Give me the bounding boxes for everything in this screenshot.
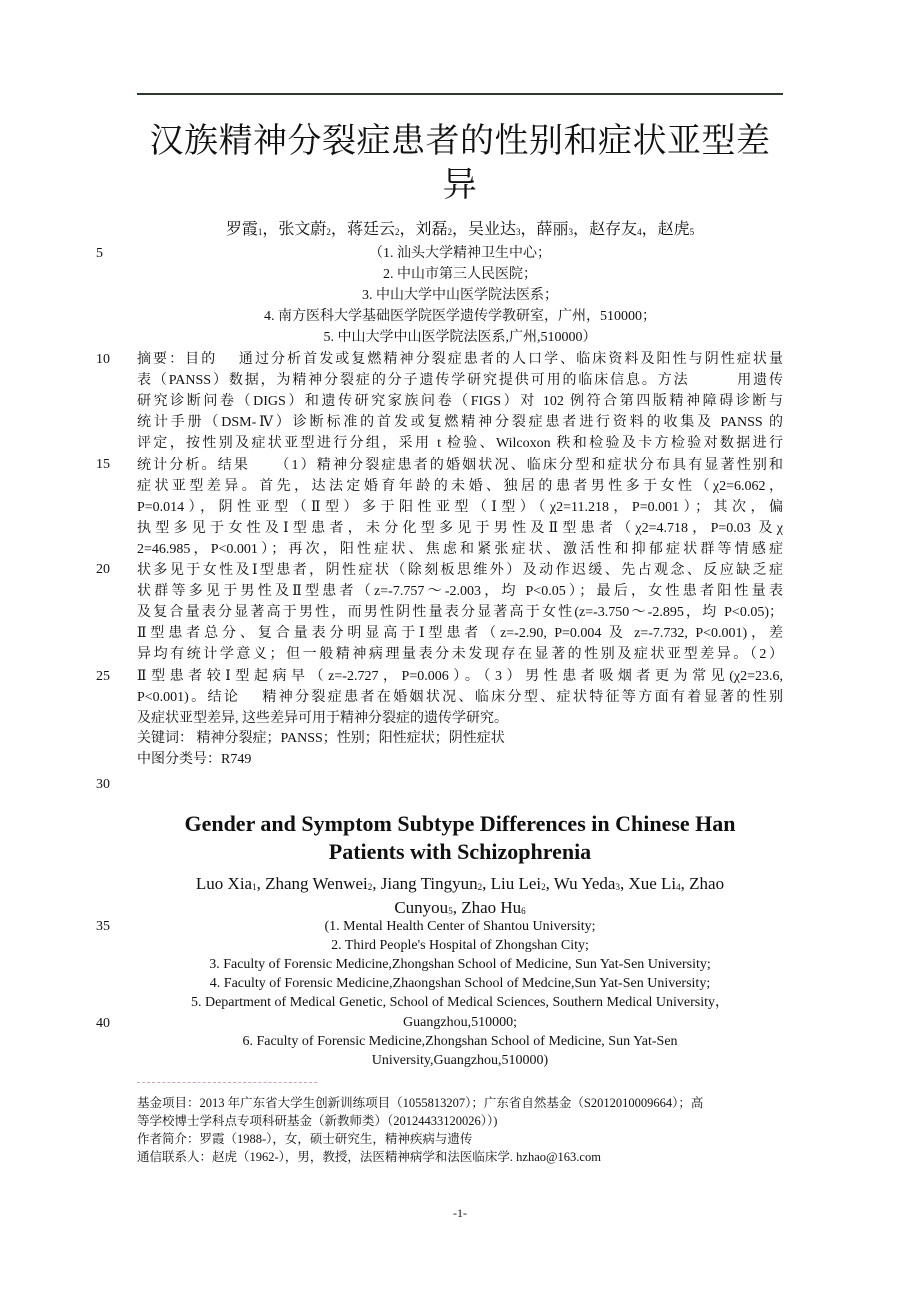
abstract-line: 异均有统计学意义；但一般精神病理量表分未发现存在显著的性别及症状亚型差异。（2） — [137, 647, 783, 662]
footnote-correspondence: 通信联系人：赵虎（1962-），男，教授，法医精神病学和法医临床学. hzhao@163.com — [137, 1150, 601, 1164]
author-en: , Zhao — [680, 874, 725, 893]
author-cn: 罗霞$_1$ — [225, 221, 263, 238]
footnote-funding-cont: 等学校博士学科点专项科研基金（新教师类）（20124433120026））) — [137, 1114, 498, 1128]
title-english-line-1: Gender and Symptom Subtype Differences in Chinese Han — [184, 811, 736, 836]
line-number: 30 — [96, 777, 110, 792]
affiliation-en: 5. Department of Medical Genetic, School of Medical Sciences, Southern Medical University， — [190, 995, 730, 1010]
affiliation-en: (1. Mental Health Center of Shantou University; — [324, 919, 596, 934]
authors-english-line-1 — [137, 872, 783, 899]
footnote-funding: 基金项目：2013 年广东省大学生创新训练项目（1055813207）；广东省自然基金（S2012010009664）；高 — [137, 1096, 704, 1110]
abstract-line: 评定，按性别及症状亚型进行分组，采用 t 检验、Wilcoxon 秩和检验及卡方检验对数据进行 — [137, 436, 783, 451]
abstract-line: 摘要：目的 通过分析首发或复燃精神分裂症患者的人口学、临床资料及阳性与阴性症状量 — [137, 352, 783, 367]
affiliation-en: 2. Third People's Hospital of Zhongshan City; — [331, 938, 589, 953]
affiliation-en: 3. Faculty of Forensic Medicine,Zhongshan School of Medicine, Sun Yat-Sen University; — [209, 957, 711, 972]
keywords: 关键词： 精神分裂症；PANSS；性别；阳性症状；阴性症状 — [137, 731, 505, 746]
abstract-line: 状多见于女性及Ⅰ型患者，阴性症状（除刻板思维外）及动作迟缓、先占观念、反应缺乏症 — [137, 563, 783, 578]
abstract-line: P=0.014），阴性亚型（Ⅱ型）多于阳性亚型（Ⅰ型）（χ2=11.218，P=0.001）；其次，偏 — [137, 500, 783, 515]
abstract-line: 症状亚型差异。首先，达法定婚育年龄的未婚、独居的患者男性多于女性（χ2=6.062， — [137, 479, 783, 494]
affiliation-cn: 3. 中山大学中山医学院法医系； — [362, 288, 558, 303]
author-cn: 张文蔚$_2$ — [278, 221, 331, 238]
title-chinese — [137, 120, 783, 208]
abstract-line: Ⅱ型患者总分、复合量表分明显高于Ⅰ型患者（z=-2.90, P=0.004 及 z=-7.732, P<0.001)，差 — [137, 626, 783, 641]
line-number: 25 — [96, 669, 110, 684]
line-number: 5 — [96, 246, 103, 261]
title-chinese-line-1: 汉族精神分裂症患者的性别和症状亚型差 — [149, 123, 771, 160]
header-rule — [137, 93, 783, 95]
affiliation-en: 6. Faculty of Forensic Medicine,Zhongshan School of Medicine, Sun Yat-Sen — [242, 1034, 678, 1049]
author-en: , Zhao $Hu_6$ — [452, 898, 526, 917]
author-en: , Zhang Wenwei$_2$ — [256, 874, 373, 893]
abstract-line: 2=46.985，P<0.001）；再次，阳性症状、焦虑和紧张症状、激活性和抑郁症状群等情感症 — [137, 542, 783, 557]
author-cn: 蒋廷云$_2$ — [346, 221, 400, 238]
line-number: 15 — [96, 457, 110, 472]
author-cn: 赵虎$_5$ — [657, 221, 695, 238]
abstract-line: 研究诊断问卷（DIGS）和遗传研究家族问卷（FIGS）对 102 例符合第四版精神障碍诊断与 — [137, 394, 783, 409]
author-cn: 薛丽$_3$ — [536, 221, 574, 238]
footnote-author-bio: 作者简介：罗霞（1988-），女，硕士研究生，精神疾病与遗传 — [137, 1132, 473, 1146]
author-cn: 赵存友$_4$ — [589, 221, 642, 238]
abstract-line: 及症状亚型差异, 这些差异可用于精神分裂症的遗传学研究。 — [137, 711, 508, 726]
line-number: 35 — [96, 919, 110, 934]
line-number: 40 — [96, 1016, 110, 1031]
abstract-line: 统计分析。结果 （1）精神分裂症患者的婚姻状况、临床分型和症状分布具有显著性别和 — [137, 458, 783, 473]
affiliation-en: University,Guangzhou,510000) — [371, 1053, 549, 1068]
affiliation-cn: （1. 汕头大学精神卫生中心； — [369, 246, 551, 261]
abstract-line: 执型多见于女性及Ⅰ型患者，未分化型多见于男性及Ⅱ型患者（χ2=4.718，P=0.03 及χ — [137, 521, 783, 536]
abstract-line: 状群等多见于男性及Ⅱ型患者（z=-7.757～-2.003，均 P<0.05）；最后，女性患者阳性量表 — [137, 584, 783, 599]
title-english — [137, 810, 783, 866]
author-cn: 刘磊$_2$ — [415, 221, 452, 238]
affiliation-cn: 4. 南方医科大学基础医学院医学遗传学教研室，广州，510000； — [264, 309, 656, 324]
title-english-line-2: Patients with Schizophrenia — [328, 839, 592, 864]
abstract-line: 统计手册（DSM-Ⅳ）诊断标准的首发或复燃精神分裂症患者进行资料的收集及 PANSS 的 — [137, 415, 783, 430]
abstract-line: 及复合量表分显著高于男性，而男性阴性量表分显著高于女性(z=-3.750～-2.895，均 P<0.05)； — [137, 605, 783, 620]
footnote-separator — [137, 1082, 317, 1083]
author-en: , Jiang Tingyun$_2$ — [372, 874, 483, 893]
author-en: , Liu Lei$_2$ — [482, 874, 546, 893]
title-chinese-line-2: 异 — [442, 167, 478, 204]
authors-chinese: 罗霞$_1$，张文蔚$_2$，蒋廷云$_2$，刘磊$_2$，吴业达$_3$，薛丽$_3$，赵存友$_4$，赵虎$_5$ — [225, 221, 695, 238]
abstract-line: 表（PANSS）数据，为精神分裂症的分子遗传学研究提供可用的临床信息。方法 用遗传 — [137, 373, 783, 388]
affiliation-en: 4. Faculty of Forensic Medicine,Zhaongshan School of Medcine,Sun Yat-Sen University; — [209, 976, 711, 991]
page-number: -1- — [453, 1206, 467, 1220]
author-en: Luo Xia$_1$ — [195, 874, 257, 893]
affiliation-en: Guangzhou,510000; — [403, 1015, 517, 1030]
line-number: 10 — [96, 352, 110, 367]
line-number: 20 — [96, 562, 110, 577]
abstract-line: Ⅱ型患者较Ⅰ型起病早（z=-2.727，P=0.006）。（3）男性患者吸烟者更为常见(χ2=23.6, — [137, 669, 783, 684]
author-cn: 吴业达$_3$ — [468, 221, 521, 238]
author-en: Cunyou$_5$ — [394, 898, 453, 917]
classification-number: 中图分类号：R749 — [137, 752, 252, 767]
abstract-line: P<0.001)。结论 精神分裂症患者在婚姻状况、临床分型、症状特征等方面有着显著的性别 — [137, 690, 783, 705]
affiliation-cn: 5. 中山大学中山医学院法医系,广州,510000） — [323, 330, 597, 345]
author-en: , Xue $Li_4$ — [619, 874, 681, 893]
author-en: , Wu Yeda$_3$ — [545, 874, 620, 893]
affiliation-cn: 2. 中山市第三人民医院； — [383, 267, 537, 282]
